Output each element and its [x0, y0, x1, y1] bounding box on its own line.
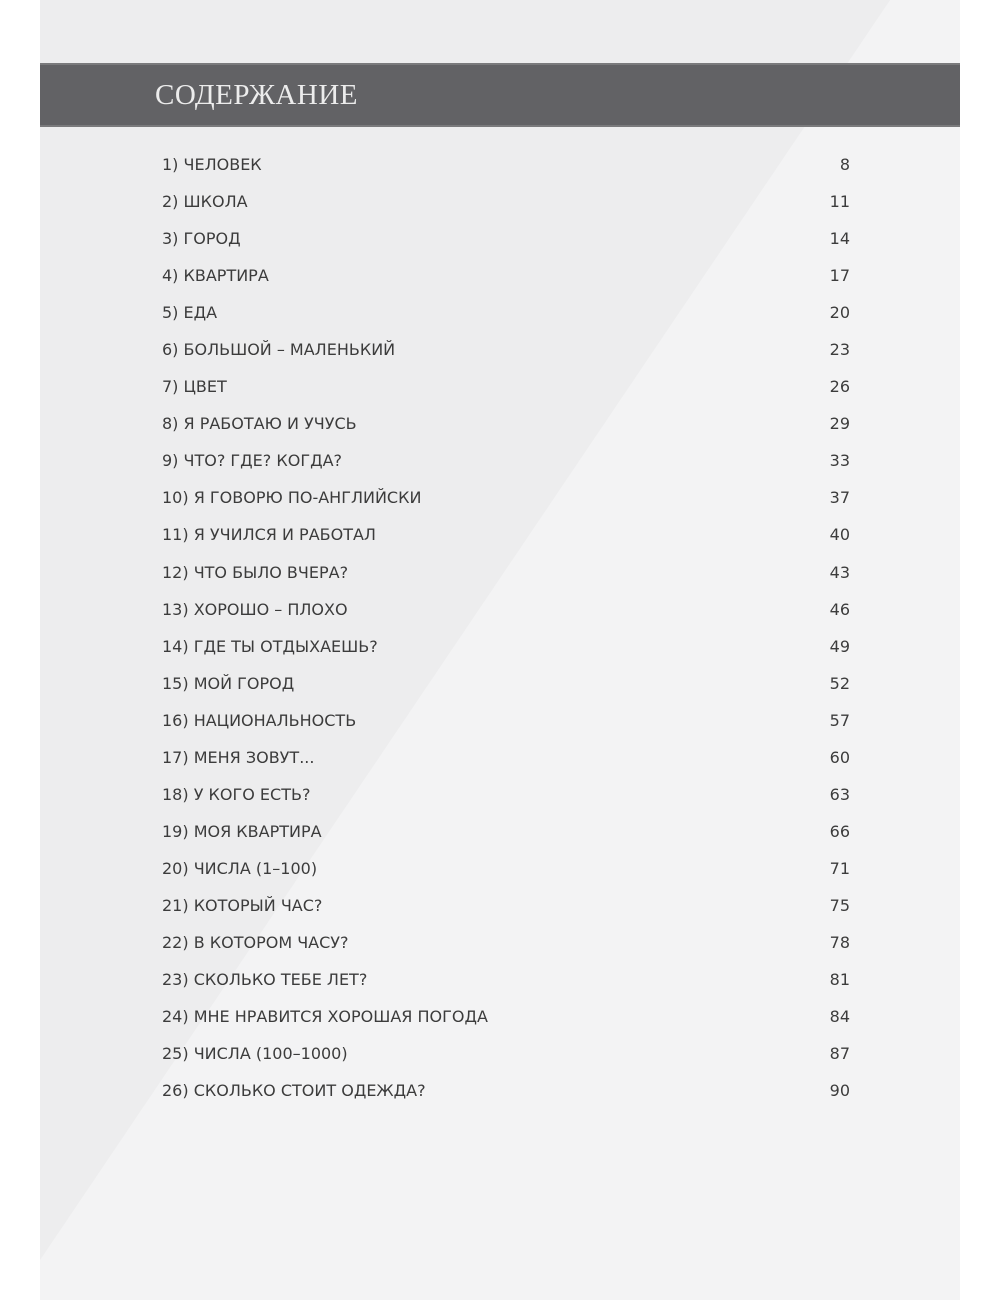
toc-entry-page: 40 [829, 525, 850, 545]
toc-entry[interactable] [162, 522, 850, 559]
toc-entry-page: 49 [829, 636, 850, 656]
toc-entry-page: 37 [829, 488, 850, 508]
toc-entry-page: 46 [829, 599, 850, 619]
toc-entry-label: 20) ЧИСЛА (1–100) [162, 858, 318, 878]
toc-entry[interactable] [162, 930, 850, 967]
toc-entry-label: 7) ЦВЕТ [162, 377, 227, 397]
toc-entry-label: 14) ГДЕ ТЫ ОТДЫХАЕШЬ? [162, 636, 378, 656]
toc-entry-page: 33 [829, 451, 850, 471]
toc-entry[interactable] [162, 1041, 850, 1078]
toc-entry[interactable] [162, 597, 850, 634]
toc-entry[interactable] [162, 189, 850, 226]
toc-entry[interactable] [162, 485, 850, 522]
toc-entry-label: 18) У КОГО ЕСТЬ? [162, 784, 311, 804]
toc-entry-page: 29 [829, 414, 850, 434]
toc-entry-page: 52 [829, 673, 850, 693]
toc-entry-page: 60 [829, 747, 850, 767]
toc-entry-label: 12) ЧТО БЫЛО ВЧЕРА? [162, 562, 349, 582]
page-title: СОДЕРЖАНИЕ [155, 79, 358, 111]
toc-entry[interactable] [162, 967, 850, 1004]
toc-entry-page: 90 [829, 1081, 850, 1101]
toc-entry-page: 87 [829, 1044, 850, 1064]
toc-entry-page: 26 [829, 377, 850, 397]
toc-entry-label: 23) СКОЛЬКО ТЕБЕ ЛЕТ? [162, 970, 368, 990]
toc-entry[interactable] [162, 745, 850, 782]
toc-entry-page: 57 [829, 710, 850, 730]
toc-entry[interactable] [162, 782, 850, 819]
toc-entry-label: 11) Я УЧИЛСЯ И РАБОТАЛ [162, 525, 376, 545]
toc-entry-label: 15) МОЙ ГОРОД [162, 673, 295, 693]
toc-entry-label: 17) МЕНЯ ЗОВУТ... [162, 747, 315, 767]
toc-entry-label: 1) ЧЕЛОВЕК [162, 155, 262, 174]
toc-entry[interactable] [162, 634, 850, 671]
toc-entry[interactable] [162, 856, 850, 893]
toc-entry[interactable] [162, 819, 850, 856]
toc-entry-label: 19) МОЯ КВАРТИРА [162, 821, 322, 841]
toc-entry-label: 4) КВАРТИРА [162, 266, 269, 286]
toc-entry-label: 13) ХОРОШО – ПЛОХО [162, 599, 348, 619]
toc-entry[interactable] [162, 263, 850, 300]
toc-entry-label: 21) КОТОРЫЙ ЧАС? [162, 895, 323, 915]
toc-entry[interactable] [162, 226, 850, 263]
toc-entry[interactable] [162, 708, 850, 745]
toc-entry-page: 17 [829, 266, 850, 286]
toc-entry-page: 8 [839, 155, 850, 174]
toc-entry-page: 63 [829, 784, 850, 804]
toc-entry[interactable] [162, 411, 850, 448]
toc-entry-label: 8) Я РАБОТАЮ И УЧУСЬ [162, 414, 357, 434]
toc-entry-label: 24) МНЕ НРАВИТСЯ ХОРОШАЯ ПОГОДА [162, 1007, 488, 1027]
toc-entry-page: 78 [829, 932, 850, 952]
toc-entry[interactable] [162, 671, 850, 708]
toc-entry-page: 81 [829, 970, 850, 990]
toc-entry-page: 75 [829, 895, 850, 915]
toc-entry[interactable] [162, 300, 850, 337]
toc-entry-label: 3) ГОРОД [162, 229, 241, 249]
toc-entry[interactable] [162, 1078, 850, 1115]
toc-entry-label: 6) БОЛЬШОЙ – МАЛЕНЬКИЙ [162, 340, 396, 360]
toc-entry-page: 14 [829, 229, 850, 249]
table-of-contents [162, 152, 850, 1115]
toc-entry[interactable] [162, 560, 850, 597]
toc-entry-label: 16) НАЦИОНАЛЬНОСТЬ [162, 710, 357, 730]
toc-entry[interactable] [162, 893, 850, 930]
toc-entry[interactable] [162, 448, 850, 485]
toc-entry-label: 10) Я ГОВОРЮ ПО-АНГЛИЙСКИ [162, 488, 422, 508]
toc-entry-page: 11 [829, 192, 850, 212]
toc-entry-page: 71 [829, 858, 850, 878]
toc-entry-label: 9) ЧТО? ГДЕ? КОГДА? [162, 451, 343, 471]
title-banner [40, 63, 960, 127]
toc-entry-page: 84 [829, 1007, 850, 1027]
toc-entry-label: 2) ШКОЛА [162, 192, 248, 212]
toc-entry-page: 43 [829, 562, 850, 582]
toc-entry-label: 25) ЧИСЛА (100–1000) [162, 1044, 348, 1064]
toc-entry-page: 23 [829, 340, 850, 360]
toc-entry-page: 20 [829, 303, 850, 323]
toc-entry-page: 66 [829, 821, 850, 841]
toc-entry[interactable] [162, 374, 850, 411]
toc-entry-label: 5) ЕДА [162, 303, 218, 323]
toc-entry[interactable] [162, 337, 850, 374]
toc-entry[interactable] [162, 152, 850, 189]
toc-entry[interactable] [162, 1004, 850, 1041]
document-page [40, 0, 960, 1300]
toc-entry-label: 26) СКОЛЬКО СТОИТ ОДЕЖДА? [162, 1081, 426, 1101]
toc-entry-label: 22) В КОТОРОМ ЧАСУ? [162, 932, 349, 952]
